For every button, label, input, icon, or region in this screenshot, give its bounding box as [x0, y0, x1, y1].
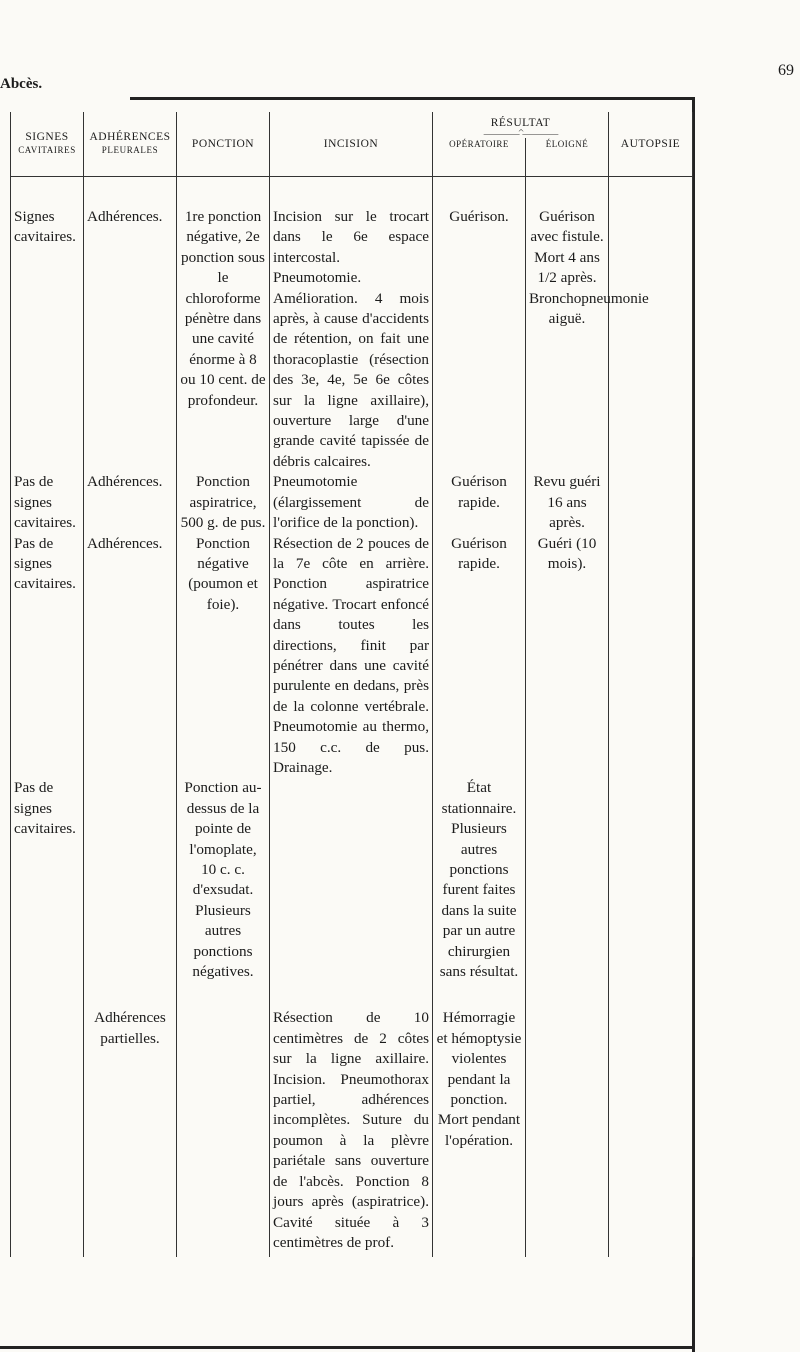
cell-adherences: Adhérences partielles.: [84, 982, 177, 1257]
section-title: Abcès.: [0, 76, 43, 92]
cell-autopsie: [609, 982, 693, 1257]
header-eloigne: ÉLOIGNÉ: [526, 138, 609, 177]
table-row: [11, 778, 693, 982]
cell-signes: Pas de signes cavitaires.: [11, 472, 84, 533]
cell-ponction: Ponction au-dessus de la pointe de l'omoplate, 10 c. c. d'exsudat. Plusieurs autres ponctions négatives.: [177, 778, 270, 982]
cell-adherences: [84, 778, 177, 982]
cell-incision: Pneumotomie (élargissement de l'orifice de la ponction).: [270, 472, 433, 533]
header-signes: [11, 112, 84, 177]
table-row: [11, 982, 693, 1257]
header-resultat-label: RÉSULTAT: [490, 117, 551, 129]
cell-operatoire: Guérison rapide.: [433, 472, 526, 533]
header-signes-sub: CAVITAIRES: [18, 145, 76, 155]
cell-eloigne: Guéri (10 mois).: [526, 534, 609, 779]
header-autopsie: AUTOPSIE: [609, 112, 693, 177]
cell-eloigne: Revu guéri 16 ans après.: [526, 472, 609, 533]
cell-operatoire: Guérison rapide.: [433, 534, 526, 779]
header-adherences-sub: PLEURALES: [101, 145, 159, 155]
table-top-rule: [130, 97, 695, 100]
cell-operatoire: Guérison.: [433, 177, 526, 473]
cell-autopsie: [609, 177, 693, 473]
cell-ponction: [177, 982, 270, 1257]
header-adherences: [84, 112, 177, 177]
header-resultat-brace: ⎯⎯⎯⎯⎯⎯⎯⎯⎯⎯⌃⎯⎯⎯⎯⎯⎯⎯⎯⎯⎯: [483, 129, 558, 139]
cell-adherences: Adhérences.: [84, 534, 177, 779]
cell-signes: Pas de signes cavitaires.: [11, 534, 84, 779]
cell-ponction: Ponction négative (poumon et foie).: [177, 534, 270, 779]
cell-autopsie: [609, 778, 693, 982]
cell-incision: Résection de 2 pouces de la 7e côte en arrière. Ponction aspiratrice négative. Trocart enfoncé dans toutes les directions, finit par pénétrer dans une cavité purulente en dedans, près de la colonne vertébrale. Pneumotomie au thermo, 150 c.c. de pus. Drainage.: [270, 534, 433, 779]
cell-eloigne: [526, 778, 609, 982]
cell-adherences: Adhérences.: [84, 472, 177, 533]
header-ponction: PONCTION: [177, 112, 270, 177]
header-adherences-label: ADHÉRENCES: [89, 131, 171, 143]
header-signes-label: SIGNES: [25, 131, 69, 143]
cell-ponction: Ponction aspiratrice, 500 g. de pus.: [177, 472, 270, 533]
cell-operatoire: État stationnaire. Plusieurs autres ponctions furent faites dans la suite par un autre chirurgien sans résultat.: [433, 778, 526, 982]
cell-eloigne: [526, 982, 609, 1257]
page-number: 69: [778, 62, 794, 79]
cell-operatoire: Hémorragie et hémoptysie violentes pendant la ponction. Mort pendant l'opération.: [433, 982, 526, 1257]
cell-autopsie: [609, 472, 693, 533]
table-row: [11, 472, 693, 533]
cell-incision: [270, 778, 433, 982]
header-operatoire: OPÉRATOIRE: [433, 138, 526, 177]
cell-signes: Pas de signes cavitaires.: [11, 778, 84, 982]
cell-signes: Signes cavitaires.: [11, 177, 84, 473]
cell-ponction: 1re ponction négative, 2e ponction sous le chloroforme pénètre dans une cavité énorme à 8 ou 10 cent. de profondeur.: [177, 177, 270, 473]
cell-eloigne: Guérison avec fistule. Mort 4 ans 1/2 après. Bronchopneumonie aiguë.: [526, 177, 609, 473]
table-bottom-rule: [0, 1346, 695, 1349]
cell-incision: Incision sur le trocart dans le 6e espace intercostal. Pneumotomie. Amélioration. 4 mois après, à cause d'accidents de rétention, on fait une thoracoplastie (résection des 3e, 4e, 5e 6e côtes sur la ligne axillaire), ouverture large d'une grande cavité tapissée de débris calcaires.: [270, 177, 433, 473]
table-row: [11, 177, 693, 473]
cell-autopsie: [609, 534, 693, 779]
header-incision: INCISION: [270, 112, 433, 177]
table-row: [11, 534, 693, 779]
results-table: [10, 112, 693, 1257]
cell-signes: [11, 982, 84, 1257]
header-resultat: [433, 112, 609, 138]
cell-incision: Résection de 10 centimètres de 2 côtes sur la ligne axillaire. Incision. Pneumothorax partiel, adhérences incomplètes. Suture du poumon à la plèvre pariétale sans ouverture de l'abcès. Ponction 8 jours après (aspiratrice). Cavité située à 3 centimètres de prof.: [270, 982, 433, 1257]
cell-adherences: Adhérences.: [84, 177, 177, 473]
